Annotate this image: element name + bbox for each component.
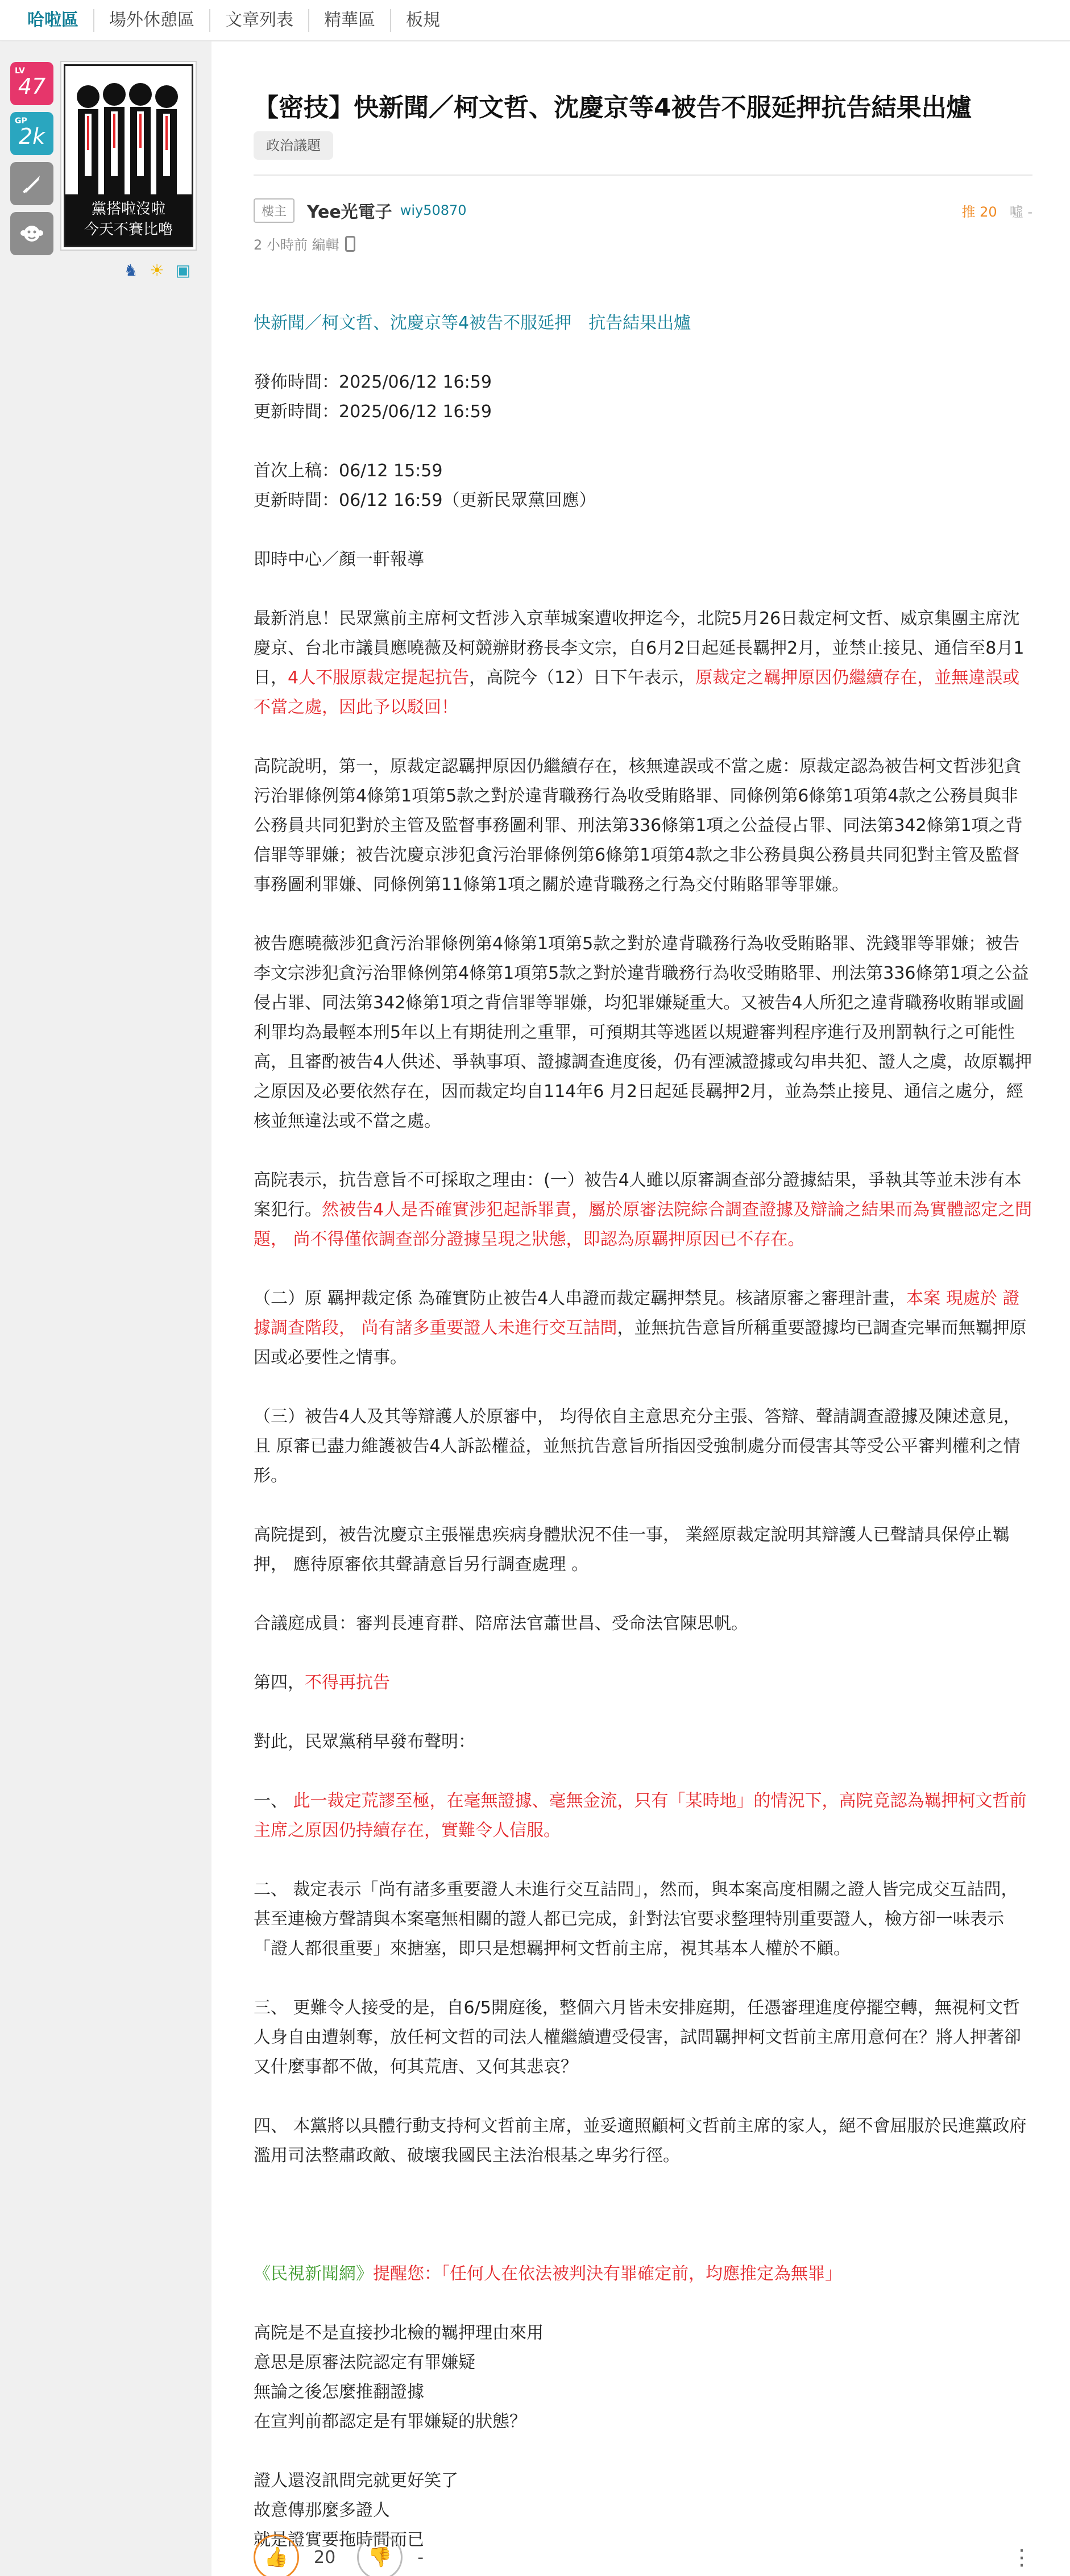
tab-featured[interactable]: 精華區 (308, 9, 390, 32)
update-note: 更新時間：06/12 16:59（更新民眾黨回應） (254, 491, 596, 510)
gp-button[interactable] (254, 2535, 299, 2576)
post-time: 2 小時前 編輯 (254, 237, 339, 253)
paragraph-10: （三）被告4人及其等辯護人於原審中， 均得依自主意思充分主張、答辯、聲請調查證據及陳述意見，且 原審已盡力維護被告4人訴訟權益，並無抗告意旨所指因受強制處分而侵害其等受公平審判權利之情形。 (254, 1407, 1021, 1486)
p9-text-a: （二）原 羈押裁定係 為確實防止被告4人串證而裁定羈押禁見。核諸原審之審理計畫， (254, 1289, 907, 1308)
post-content (211, 41, 1070, 2576)
p15-highlight: 此一裁定荒謬至極，在毫無證據、毫無金流，只有「某時地」的情況下，高院竟認為羈押柯文哲前主席之原因仍持續存在，實難令人信服。 (254, 1791, 1027, 1840)
comment-line-4: 在宣判前都認定是有罪嫌疑的狀態？ (254, 2412, 526, 2432)
thumbs-up-icon: 👍 (264, 2546, 289, 2569)
paragraph-17: 三、 更難令人接受的是，自6/5開庭後，整個六月皆未安排庭期，任憑審理進度停擺空轉，無視柯文哲人身自由遭剝奪，放任柯文哲的司法人權繼續遭受侵害，試問羈押柯文哲前主席用意何在？將人押著卻又什麼事都不做，何其荒唐、又何其悲哀？ (254, 1998, 1021, 2077)
p15-text: 一、 (254, 1791, 293, 1811)
post-footer (254, 2535, 1032, 2576)
level-value: 47 (18, 74, 46, 99)
first-draft-time: 首次上稿：06/12 15:59 (254, 461, 443, 481)
paragraph-15 (254, 1786, 1032, 1846)
paragraph-7: 被告應曉薇涉犯貪污治罪條例第4條第1項第5款之對於違背職務行為收受賄賂罪、洗錢罪等罪嫌；被告李文宗涉犯貪污治罪條例第4條第1項第5款之對於違背職務行為收受賄賂罪、刑法第336條第1項之公益侵占罪、同法第342條第1項之背信罪等罪嫌，均犯罪嫌疑重大。又被告4人所犯之違背職務收賄罪或圖利罪均為最輕本刑5年以上有期徒刑之重罪，可預期其等逃匿以規避審判程序進行及刑罰執行之可能性高，且審酌被告4人供述、爭執事項、證據調查進度後，仍有湮滅證據或勾串共犯、證人之虞，故原羈押之原因及必要依然存在，因而裁定均自114年6 月2日起延長羈押2月，並為禁止接見、通信之處分，經核並無違法或不當之處。 (254, 934, 1032, 1131)
p5-text-b: ，高院今（12）日下午表示， (469, 668, 696, 688)
author-row (254, 196, 1032, 225)
bp-button[interactable] (357, 2535, 403, 2576)
author-id[interactable]: wiy50870 (400, 202, 467, 218)
comment-line-2: 意思是原審法院認定有罪嫌疑 (254, 2353, 475, 2373)
avatar-caption-line1: 黨搭啦沒啦 (91, 201, 165, 218)
avatar-status-icons (119, 259, 194, 281)
paragraph-8 (254, 1166, 1032, 1254)
gp-label: GP (15, 117, 27, 126)
author-name[interactable]: Yee光電子 (307, 202, 392, 222)
career-badge[interactable] (10, 162, 53, 205)
avatar[interactable] (61, 62, 196, 250)
paragraph-18: 四、 本黨將以具體行動支持柯文哲前主席，並妥適照顧柯文哲前主席的家人，絕不會屈服於民進黨政府濫用司法整肅政敵、破壞我國民主法治根基之卑劣行徑。 (254, 2116, 1027, 2166)
p13-text: 第四， (254, 1673, 305, 1693)
gp-badge[interactable] (10, 112, 53, 155)
post-body (254, 309, 1032, 2576)
p5-highlight-1: 4人不服原裁定提起抗告 (288, 668, 470, 688)
paragraph-6: 高院說明，第一，原裁定認羈押原因仍繼續存在，核無違誤或不當之處：原裁定認為被告柯文哲涉犯貪污治罪條例第4條第1項第5款之對於違背職務行為收受賄賂罪、同條例第6條第1項第4款之公務員與非公務員共同犯對於主管及監督事務圖利罪、刑法第336條第1項之公益侵占罪、同法第342條第1項之背信罪等罪嫌；被告沈慶京涉犯貪污治罪條例第6條第1項第4款之非公務員與公務員共同犯對主管及監督事務圖利罪嫌、同條例第11條第1項之關於違背職務之行為交付賄賂罪等罪嫌。 (254, 757, 1023, 895)
disclaimer-text: 「任何人在依法被判決有罪確定前，均應推定為無罪」 (441, 2264, 842, 2284)
level-badge[interactable] (10, 62, 53, 105)
avatar-image (64, 64, 193, 247)
p5-highlight-2: 原裁定之羈押原因仍繼續存在，並無違誤或不當之處，因此予以駁回！ (254, 668, 1020, 717)
op-tag: 樓主 (254, 198, 295, 223)
title-divider (254, 174, 1032, 176)
reporter: 即時中心／顏一軒報導 (254, 550, 424, 570)
paragraph-12: 合議庭成員：審判長連育群、陪席法官蕭世昌、受命法官陳思帆。 (254, 1614, 748, 1634)
spacer (254, 2200, 1032, 2230)
camera-icon[interactable]: ▣ (175, 260, 191, 280)
disclaimer-prefix: 提醒您： (373, 2264, 441, 2284)
level-label: LV (15, 67, 25, 76)
publish-time: 發佈時間：2025/06/12 16:59 (254, 372, 492, 392)
p5-text-a: 最新消息！民眾黨前主席柯文哲涉入京華城案遭收押迄今，北院5月26日裁定柯文哲、威京集團主席沈慶京、台北市議員應曉薇及柯競辦財務長李文宗，自6月2日起延長羈押2月，並禁止接見、通信至8月1日， (254, 609, 1025, 688)
sun-icon[interactable]: ☀ (150, 260, 164, 280)
p8-highlight: 然被告4人是否確實涉犯起訴罪責，屬於原審法院綜合調查證據及辯論之結果而為實體認定之問題， 尚不得僅依調查部分證據呈現之狀態，即認為原羈押原因已不存在。 (254, 1200, 1032, 1249)
race-badge[interactable] (10, 212, 53, 255)
avatar-caption (65, 194, 192, 246)
tab-hala[interactable]: 哈啦區 (27, 10, 78, 30)
pet-icon[interactable]: ♞ (123, 260, 138, 280)
comment-line-1: 高院是不是直接抄北檢的羈押理由來用 (254, 2323, 544, 2343)
source-name: 《民視新聞網》 (254, 2264, 373, 2284)
post-tag[interactable]: 政治議題 (254, 131, 333, 160)
paragraph-13 (254, 1668, 1032, 1698)
post-title: 【密技】快新聞／柯文哲、沈慶京等4被告不服延押抗告結果出爐 (254, 93, 972, 122)
gp-value: 2k (18, 124, 45, 149)
p13-highlight: 不得再抗告 (305, 1673, 390, 1693)
tab-lounge[interactable]: 場外休憩區 (93, 9, 209, 32)
comment-block-1 (254, 2319, 1032, 2437)
post-meta (254, 234, 355, 254)
p9-highlight: 本案 現處於 證據調查階段， 尚有諸多重要證人未進行交互詰問 (254, 1289, 1020, 1338)
comment-line-6: 故意傳那麼多證人 (254, 2500, 390, 2520)
p8-text: 高院表示，抗告意旨不可採取之理由：(一）被告4人雖以原審調查部分證據結果，爭執其等並未涉有本案犯行。 (254, 1170, 1022, 1220)
paragraph-11: 高院提到，被告沈慶京主張罹患疾病身體狀況不佳一事， 業經原裁定說明其辯護人已聲請具保停止羈押， 應待原審依其聲請意旨另行調查處理 。 (254, 1525, 1010, 1574)
gp-count: 20 (314, 2547, 336, 2567)
post-stats (962, 201, 1032, 221)
article-link[interactable]: 快新聞／柯文哲、沈慶京等4被告不服延押 抗告結果出爐 (254, 313, 691, 333)
paragraph-16: 二、 裁定表示「尚有諸多重要證人未進行交互詰問」，然而，與本案高度相關之證人皆完成交互詰問，甚至連檢方聲請與本案毫無相關的證人都已完成，針對法官要求整理特別重要證人，檢方卻一味表示「證人都很重要」來搪塞，即只是想羈押柯文哲前主席，視其基本人權於不顧。 (254, 1880, 1018, 1959)
comment-line-3: 無論之後怎麼推翻證據 (254, 2382, 424, 2402)
tab-rules[interactable]: 板規 (390, 9, 455, 32)
update-time: 更新時間：2025/06/12 16:59 (254, 402, 492, 422)
paragraph-9 (254, 1284, 1032, 1373)
avatar-caption-line2: 今天不賽比嚕 (84, 221, 173, 238)
comment-line-5: 證人還沒訊問完就更好笑了 (254, 2471, 458, 2491)
p9-text-b: ，並無抗告意旨所稱重要證據均已調查完畢而無羈押原因或必要性之情事。 (254, 1318, 1027, 1368)
more-options-icon[interactable]: ⋮ (1011, 2545, 1032, 2570)
phone-icon (345, 236, 355, 252)
user-column (0, 41, 211, 2576)
push-count: 推 20 (961, 203, 997, 220)
boo-count: 噓 - (1009, 203, 1032, 220)
thumbs-down-icon: 👎 (368, 2546, 392, 2569)
bp-count: - (417, 2547, 424, 2567)
paragraph-5 (254, 604, 1032, 722)
top-nav (0, 0, 1070, 41)
user-badges (10, 62, 53, 255)
avatar-figures-icon (65, 68, 193, 197)
monkey-icon (19, 221, 45, 247)
paragraph-14: 對此，民眾黨稍早發布聲明： (254, 1732, 475, 1752)
comment-line-7: 就是證實要拖時間而已 (254, 2530, 424, 2550)
tab-article-list[interactable]: 文章列表 (209, 9, 308, 32)
sword-icon (19, 171, 44, 196)
disclaimer (254, 2259, 1032, 2289)
